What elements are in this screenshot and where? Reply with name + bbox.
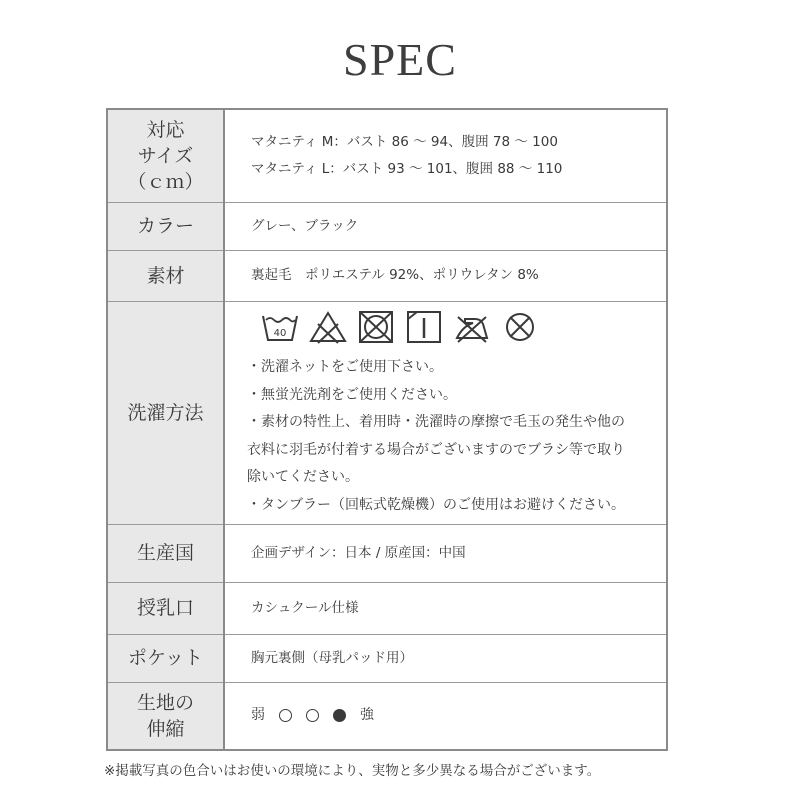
wash-note: ・素材の特性上、着用時・洗濯時の摩擦で毛玉の発生や他の (247, 414, 625, 430)
no-iron-icon (453, 310, 491, 344)
stretch-value (224, 682, 667, 750)
material-value: 裏起毛 ポリエステル 92%、ポリウレタン 8% (224, 250, 667, 301)
material-label: 素材 (107, 250, 224, 301)
spec-row-washing (107, 301, 667, 524)
washing-label: 洗濯方法 (107, 301, 224, 524)
wash-note: 衣料に羽毛が付着する場合がございますのでブラシ等で取り (247, 441, 625, 458)
stretch-dot-1 (279, 709, 292, 722)
size-line-l: マタニティ L：バスト 93 〜 101、腹囲 88 〜 110 (251, 160, 563, 177)
stretch-label: 生地の 伸縮 (107, 682, 224, 750)
spec-table (106, 108, 668, 751)
stretch-dot-2 (306, 709, 319, 722)
wash-note: ・タンブラー（回転式乾燥機）のご使用はお避けください。 (247, 496, 625, 513)
size-value (224, 109, 667, 202)
pocket-value: 胸元裏側（母乳パッド用） (224, 634, 667, 682)
size-label: 対応 サイズ （ｃｍ） (107, 109, 224, 202)
size-line-m: マタニティ M：バスト 86 〜 94、腹囲 78 〜 100 (251, 133, 558, 150)
washing-value (224, 301, 667, 524)
no-tumble-dry-icon (357, 310, 395, 344)
wash-icons (247, 310, 666, 344)
pocket-label: ポケット (107, 634, 224, 682)
wash-note: 除いてください。 (247, 469, 359, 485)
spec-row-color (107, 202, 667, 250)
wash-note: ・洗濯ネットをご使用下さい。 (247, 359, 443, 375)
stretch-scale (251, 702, 666, 729)
origin-value: 企画デザイン：日本 / 原産国：中国 (224, 524, 667, 582)
spec-row-pocket (107, 634, 667, 682)
origin-label: 生産国 (107, 524, 224, 582)
no-dry-clean-icon (501, 310, 539, 344)
stretch-weak-label: 弱 (251, 707, 265, 724)
stretch-strong-label: 強 (360, 707, 374, 724)
wash-note: ・無蛍光洗剤をご使用ください。 (247, 386, 457, 403)
stretch-dot-3 (333, 709, 346, 722)
nursing-value: カシュクール仕様 (224, 582, 667, 634)
spec-row-size (107, 109, 667, 202)
spec-row-nursing (107, 582, 667, 634)
footnote: ※掲載写真の色合いはお使いの環境により、実物と多少異なる場合がございます。 (104, 763, 601, 779)
color-value: グレー、ブラック (224, 202, 667, 250)
spec-row-origin (107, 524, 667, 582)
spec-row-stretch (107, 682, 667, 750)
spec-row-material (107, 250, 667, 301)
wash-tub-number: 40 (273, 328, 287, 339)
no-bleach-icon (309, 310, 347, 344)
color-label: カラー (107, 202, 224, 250)
line-dry-icon (405, 310, 443, 344)
page-title: SPEC (343, 34, 457, 85)
wash-40-tub-icon (261, 310, 299, 344)
nursing-label: 授乳口 (107, 582, 224, 634)
